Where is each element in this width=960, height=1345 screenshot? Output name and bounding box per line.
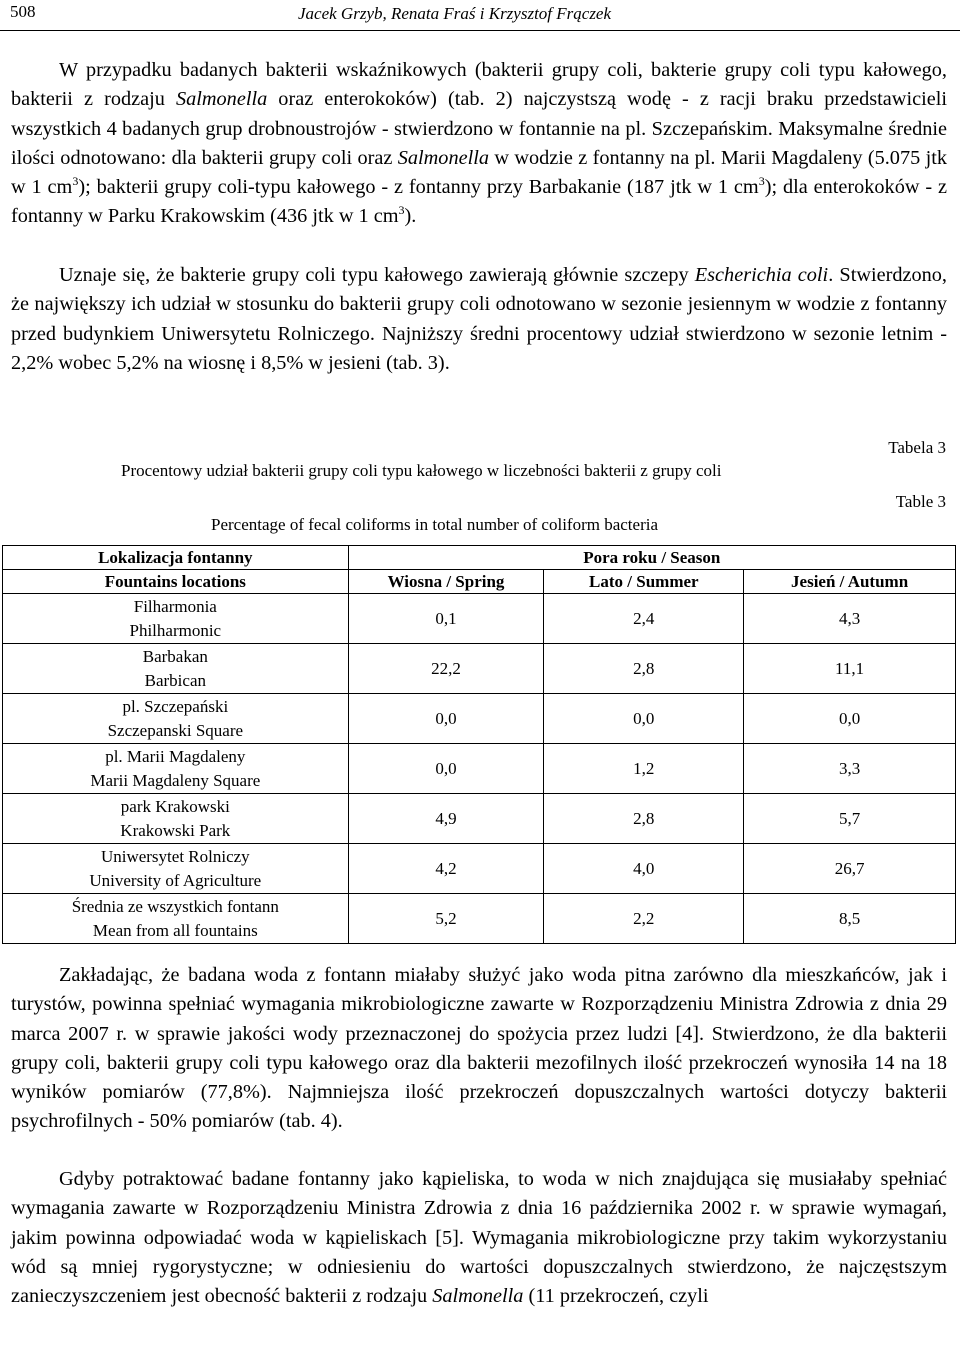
location-en: University of Agriculture <box>89 870 262 890</box>
location-en: Philharmonic <box>129 620 222 640</box>
running-head: Jacek Grzyb, Renata Fraś i Krzysztof Frączek <box>298 4 612 23</box>
table-row <box>3 644 956 694</box>
header-location-pl: Lokalizacja fontanny <box>3 546 349 570</box>
cell-autumn: 5,7 <box>744 794 956 844</box>
cell-spring: 4,2 <box>348 844 544 894</box>
location-en: Mean from all fountains <box>92 920 258 940</box>
cell-spring: 0,0 <box>348 694 544 744</box>
cell-autumn: 4,3 <box>744 594 956 644</box>
location-pl: Uniwersytet Rolniczy <box>100 847 250 866</box>
row-location <box>3 894 349 944</box>
paragraph-1: W przypadku badanych bakterii wskaźnikowych (bakterii grupy coli, bakterie grupy coli typu kałowego, bakterii z rodzaju Salmonella oraz enterokoków) (tab. 2) najczystszą wodę - z racji braku przedstawicieli wszystkich 4 badanych grup drobnoustrojów - stwierdzono w fontannie na pl. Szczepańskim. Maksymalne średnie ilości odnotowano: dla bakterii grupy coli oraz Salmonella w wodzie z fontanny na pl. Marii Magdaleny (5.075 jtk w 1 $cm^3$); bakterii grupy coli-typu kałowego - z fontanny przy Barbakanie (187 jtk w 1 $cm^3$); dla enterokoków - z fontanny w Parku Krakowskim (436 jtk w 1 $cm^3$). <box>11 59 948 228</box>
location-pl: Barbakan <box>142 647 208 666</box>
location-pl: Średnia ze wszystkich fontann <box>71 897 279 916</box>
location-pl: pl. Marii Magdaleny <box>105 747 246 766</box>
cell-autumn: 0,0 <box>744 694 956 744</box>
header-rule <box>0 30 960 31</box>
location-en: Barbican <box>144 670 206 690</box>
table-caption-pl: Procentowy udział bakterii grupy coli typu kałowego w liczebności bakterii z grupy coli <box>121 461 722 480</box>
cell-spring: 22,2 <box>348 644 544 694</box>
cell-spring: 0,0 <box>348 744 544 794</box>
table-row <box>3 844 956 894</box>
table-caption-en: Percentage of fecal coliforms in total number of coliform bacteria <box>211 515 659 534</box>
cell-summer: 2,2 <box>544 894 744 944</box>
row-location <box>3 794 349 844</box>
location-pl: pl. Szczepański <box>122 697 229 716</box>
header-summer: Lato / Summer <box>544 570 744 594</box>
table-header-row-1 <box>3 546 956 570</box>
cell-summer: 1,2 <box>544 744 744 794</box>
row-location <box>3 844 349 894</box>
location-pl: park Krakowski <box>120 797 230 816</box>
header-season: Pora roku / Season <box>348 546 955 570</box>
location-en: Marii Magdaleny Square <box>90 770 261 790</box>
cell-autumn: 11,1 <box>744 644 956 694</box>
cell-summer: 2,4 <box>544 594 744 644</box>
location-pl: Filharmonia <box>133 597 217 616</box>
paragraph-2: Uznaje się, że bakterie grupy coli typu kałowego zawierają głównie szczepy Escherichia coli. Stwierdzono, że największy ich udział w stosunku do bakterii grupy coli odnotowano w sezonie jesiennym w wodzie z fontanny przed budynkiem Uniwersytetu Rolniczego. Najniższy średni procentowy udział stwierdzono w sezonie letnim - 2,2% wobec 5,2% na wiosnę i 8,5% w jesieni (tab. 3). <box>11 264 948 374</box>
table-label-en: Table 3 <box>895 492 946 511</box>
page-number: 508 <box>10 2 36 21</box>
table-row <box>3 794 956 844</box>
row-location <box>3 744 349 794</box>
row-location <box>3 644 349 694</box>
table-row-mean <box>3 894 956 944</box>
table-row <box>3 744 956 794</box>
header-autumn: Jesień / Autumn <box>744 570 956 594</box>
cell-spring: 5,2 <box>348 894 544 944</box>
cell-autumn: 26,7 <box>744 844 956 894</box>
cell-summer: 0,0 <box>544 694 744 744</box>
cell-spring: 0,1 <box>348 594 544 644</box>
cell-autumn: 8,5 <box>744 894 956 944</box>
table-header-row-2 <box>3 570 956 594</box>
location-en: Szczepanski Square <box>107 720 244 740</box>
cell-summer: 2,8 <box>544 644 744 694</box>
table-label-pl: Tabela 3 <box>888 438 946 457</box>
cell-summer: 2,8 <box>544 794 744 844</box>
header-spring: Wiosna / Spring <box>348 570 544 594</box>
paragraph-4: Gdyby potraktować badane fontanny jako kąpieliska, to woda w nich znajdująca się musiałaby spełniać wymagania zawarte w Rozporządzeniu Ministra Zdrowia z dnia 16 października 2002 r. w sprawie wymagań, jakim powinna odpowiadać woda w kąpieliskach [5]. Wymagania mikrobiologiczne przy takim wykorzystaniu wód są mniej rygorystyczne; w odniesieniu do wartości dopuszczalnych stwierdzono, że najczęstszym zanieczyszczeniem jest obecność bakterii z rodzaju Salmonella (11 przekroczeń, czyli <box>11 1168 947 1308</box>
row-location <box>3 694 349 744</box>
header-location-en: Fountains locations <box>3 570 349 594</box>
table-row <box>3 694 956 744</box>
location-en: Krakowski Park <box>120 820 231 840</box>
table-row <box>3 594 956 644</box>
cell-summer: 4,0 <box>544 844 744 894</box>
paragraph-3: Zakładając, że badana woda z fontann miałaby służyć jako woda pitna zarówno dla mieszkańców, jak i turystów, powinna spełniać wymagania mikrobiologiczne zawarte w Rozporządzeniu Ministra Zdrowia z dnia 29 marca 2007 r. w sprawie jakości wody przeznaczonej do spożycia przez ludzi [4]. Stwierdzono, że dla bakterii grupy coli, bakterii grupy coli typu kałowego oraz dla bakterii mezofilnych ilość przekroczeń wynosiła 14 na 18 wyników pomiarów (77,8%). Najmniejsza ilość przekroczeń dopuszczalnych wartości dotyczy bakterii psychrofilnych - 50% pomiarów (tab. 4). <box>11 964 947 1133</box>
row-location <box>3 594 349 644</box>
cell-spring: 4,9 <box>348 794 544 844</box>
data-table <box>2 545 956 944</box>
cell-autumn: 3,3 <box>744 744 956 794</box>
